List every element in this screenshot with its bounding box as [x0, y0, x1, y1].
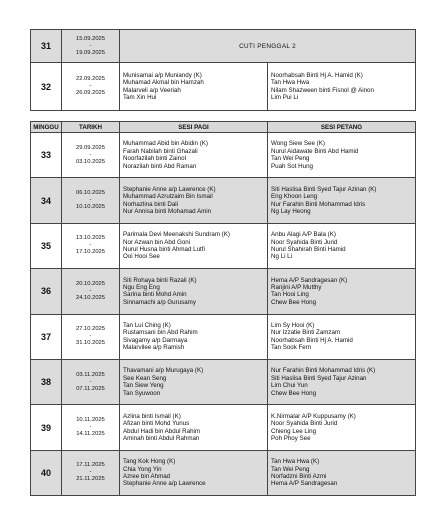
teacher-name: Norfadzni Binti Azmi	[271, 472, 327, 480]
teacher-name: Chew Bee Hong	[271, 389, 317, 397]
date-end: 03.10.2025	[75, 158, 105, 165]
teacher-name: Ng Lay Heong	[271, 207, 311, 215]
date-cell	[62, 450, 120, 495]
date-dash: -	[89, 424, 92, 431]
teacher-name: Sarina binti Mohd Amin	[123, 291, 187, 299]
date-start: 17.11.2025	[76, 462, 105, 469]
teacher-name: Afizan binti Mohd Yunus	[123, 420, 190, 428]
date-end: 24.10.2025	[75, 294, 105, 301]
table-row	[31, 133, 416, 178]
morning-cell	[120, 178, 268, 223]
afternoon-cell	[268, 405, 416, 450]
teacher-name: Abdul Hadi bin Abdul Rahim	[123, 427, 201, 435]
date-start: 27.10.2025	[75, 326, 105, 333]
date-cell	[62, 133, 120, 178]
teacher-name: Chew Bee Hong	[271, 298, 317, 306]
date-cell	[62, 359, 120, 404]
teacher-name: Parimala Devi Meenakshi Sundram (K)	[123, 231, 230, 239]
week-cell: 32	[31, 63, 62, 111]
week-cell: 39	[31, 405, 62, 450]
teacher-name: Siti Haslisa Binti Syed Tajur Azinan (K)	[271, 185, 377, 193]
teacher-name: Poh Phoy See	[271, 434, 311, 442]
header-week: MINGGU	[31, 122, 62, 133]
teacher-name: Noor Syahida Binti Jurid	[271, 420, 338, 428]
date-start: 13.10.2025	[75, 235, 105, 242]
date-dash: -	[89, 83, 92, 89]
afternoon-cell	[268, 269, 416, 314]
teacher-name: Stephanie Anne a/p Lawrence	[123, 480, 206, 488]
date-dash: -	[89, 151, 92, 158]
teacher-name: Azlina binti Ismail (K)	[123, 412, 181, 420]
teacher-name: Nur Farahin Binti Mohammad Idris (K)	[271, 367, 376, 375]
teacher-name: Lim Sy Hooi (K)	[271, 321, 315, 329]
teacher-name: Sivagamy a/p Darmaya	[123, 336, 188, 344]
table-row	[31, 450, 416, 495]
teacher-name: Tang Kok Hong (K)	[123, 458, 176, 466]
date-cell	[62, 178, 120, 223]
teacher-name: Azree bin Ahmad	[123, 472, 171, 480]
teacher-name: Hema A/P Sandragesan (K)	[271, 276, 348, 284]
teacher-name: Munisamai a/p Muniandy (K)	[123, 71, 202, 79]
teacher-name: Nor Azwan bin Abd Goni	[123, 238, 191, 246]
teacher-name: Puah Sot Hung	[271, 162, 313, 170]
morning-cell	[120, 405, 268, 450]
date-cell	[62, 405, 120, 450]
table-row	[31, 63, 416, 111]
teacher-name: Farah Nabilah binti Ghazali	[123, 147, 198, 155]
date-dash: -	[89, 197, 92, 204]
date-cell	[62, 63, 120, 111]
teacher-name: Anbu Alagi A/P Bala (K)	[271, 231, 336, 239]
teacher-name: Tan Hooi Ling	[271, 291, 309, 299]
teacher-name: See Kean Seng	[123, 374, 167, 382]
date-end: 14.11.2025	[76, 431, 105, 438]
date-end: 31.10.2025	[75, 340, 105, 347]
date-dash: -	[89, 242, 92, 249]
week-cell: 33	[31, 133, 62, 178]
teacher-name: Wong Siew See (K)	[271, 140, 325, 148]
afternoon-cell	[268, 178, 416, 223]
date-end: 21.11.2025	[76, 476, 105, 483]
teacher-name: Stephanie Anne a/p Lawrence (K)	[123, 185, 216, 193]
afternoon-cell	[268, 223, 416, 268]
week-cell: 38	[31, 359, 62, 404]
teacher-name: Muhammad Azrulzaim Bin Ismail	[123, 193, 213, 201]
date-cell	[62, 314, 120, 359]
date-dash: -	[89, 469, 92, 476]
teacher-name: Norazilah binti Abd Raman	[123, 162, 197, 170]
afternoon-cell	[268, 450, 416, 495]
teacher-name: Lim Pui Li	[271, 93, 299, 101]
teacher-name: Muhammad Abid bin Abidin (K)	[123, 140, 208, 148]
teacher-name: Nur Farahin Binti Mohammad Idris	[271, 200, 366, 208]
teacher-name: Lim Chui Yun	[271, 382, 308, 390]
holiday-cell: CUTI PENGGAL 2	[120, 30, 416, 63]
teacher-name: Siti Rohaya binti Razali (K)	[123, 276, 197, 284]
teacher-name: Norhazlina binti Dali	[123, 200, 179, 208]
table-row	[31, 30, 416, 63]
date-dash: -	[89, 42, 92, 49]
date-dash: -	[89, 333, 92, 340]
teacher-name: Nur Izzatie Binti Zamzam	[271, 329, 341, 337]
teacher-name: Malarveli a/p Veeriah	[123, 86, 181, 94]
week-cell: 31	[31, 30, 62, 63]
afternoon-cell	[268, 314, 416, 359]
schedule-table-main	[30, 121, 416, 496]
week-cell: 36	[31, 269, 62, 314]
teacher-name: Tan Hwa Hwa (K)	[271, 458, 320, 466]
teacher-name: Siti Haslisa Binti Syed Tajur Azinan	[271, 374, 367, 382]
date-end: 10.10.2025	[75, 204, 105, 211]
morning-cell	[120, 63, 268, 111]
date-start: 22.09.2025	[75, 76, 105, 82]
teacher-name: Tan Hwa Hwa	[271, 79, 310, 87]
header-afternoon: SESI PETANG	[268, 122, 416, 133]
date-start: 15.09.2025	[75, 35, 105, 42]
teacher-name: Thavamani a/p Murugaya (K)	[123, 367, 204, 375]
week-cell: 34	[31, 178, 62, 223]
table-row	[31, 269, 416, 314]
table-row	[31, 178, 416, 223]
teacher-name: Noor Syahida Binti Jurid	[271, 238, 338, 246]
teacher-name: Eng Khoon Leng	[271, 193, 318, 201]
week-cell: 40	[31, 450, 62, 495]
morning-cell	[120, 133, 268, 178]
teacher-name: Chieng Lee Ling	[271, 427, 317, 435]
morning-cell	[120, 450, 268, 495]
date-start: 03.11.2025	[76, 371, 105, 378]
teacher-name: Chia Yong Yin	[123, 465, 162, 473]
teacher-name: Ngu Eng Eng	[123, 283, 160, 291]
morning-cell	[120, 359, 268, 404]
date-cell	[62, 30, 120, 63]
date-dash: -	[89, 378, 92, 385]
date-start: 20.10.2025	[75, 280, 105, 287]
date-dash: -	[89, 287, 92, 294]
teacher-name: Ng Li Li	[271, 253, 292, 261]
teacher-name: Nurul Shahirah Binti Hamid	[271, 245, 346, 253]
date-end: 17.10.2025	[75, 249, 105, 256]
teacher-name: Ooi Hooi See	[123, 253, 160, 261]
date-start: 10.11.2025	[76, 417, 105, 424]
table-row	[31, 359, 416, 404]
teacher-name: Tam Xin Hui	[123, 93, 157, 101]
date-cell	[62, 223, 120, 268]
afternoon-cell	[268, 359, 416, 404]
header-morning: SESI PAGI	[120, 122, 268, 133]
date-start: 29.09.2025	[75, 144, 105, 151]
teacher-name: Aminah binti Abdul Rahman	[123, 434, 200, 442]
week-cell: 37	[31, 314, 62, 359]
morning-cell	[120, 223, 268, 268]
teacher-name: Ranjini A/P Mutthy	[271, 283, 322, 291]
teacher-name: Noorfazilah binti Zainol	[123, 155, 186, 163]
morning-cell	[120, 314, 268, 359]
table-body	[31, 133, 416, 496]
morning-cell	[120, 269, 268, 314]
schedule-table-top	[30, 29, 416, 111]
teacher-name: Tan Sook Fern	[271, 344, 312, 352]
date-end: 07.11.2025	[76, 385, 105, 392]
week-cell: 35	[31, 223, 62, 268]
teacher-name: Malarvilee a/p Ramish	[123, 344, 185, 352]
teacher-name: Tan Wei Peng	[271, 155, 310, 163]
teacher-name: Noorhabsah Binti Hj A. Hamid	[271, 336, 353, 344]
teacher-name: Tan Syuwoon	[123, 389, 161, 397]
teacher-name: Nilam Shazween binti Fisnol @ Ainon	[271, 86, 374, 94]
table-row	[31, 223, 416, 268]
teacher-name: Hema A/P Sandragesan	[271, 480, 338, 488]
teacher-name: Noorhabsah Binti Hj A. Hamid (K)	[271, 71, 363, 79]
teacher-name: Tan Siew Yeng	[123, 382, 164, 390]
teacher-name: K.Nirmalar A/P Kuppusamy (K)	[271, 412, 356, 420]
teacher-name: Nurul Aidawate Binti Abd Hamid	[271, 147, 359, 155]
table-row	[31, 405, 416, 450]
table-header-row	[31, 122, 416, 133]
afternoon-cell	[268, 63, 416, 111]
teacher-name: Tan Lui Ching (K)	[123, 321, 171, 329]
date-cell	[62, 269, 120, 314]
date-start: 06.10.2025	[75, 190, 105, 197]
afternoon-cell	[268, 133, 416, 178]
date-end: 19.09.2025	[75, 49, 105, 56]
teacher-name: Nurul Husna binti Ahmad Lutfi	[123, 245, 205, 253]
header-date: TARIKH	[62, 122, 120, 133]
teacher-name: Nur Annisa binti Mohamad Amin	[123, 207, 212, 215]
table-row	[31, 314, 416, 359]
date-end: 26.09.2025	[75, 90, 105, 96]
teacher-name: Sinnamachi a/p Gurusamy	[123, 298, 196, 306]
teacher-name: Tan Wei Peng	[271, 465, 310, 473]
teacher-name: Rustamsani bin Abd Rahim	[123, 329, 198, 337]
teacher-name: Muhamad Akmal bin Hamzah	[123, 79, 204, 87]
